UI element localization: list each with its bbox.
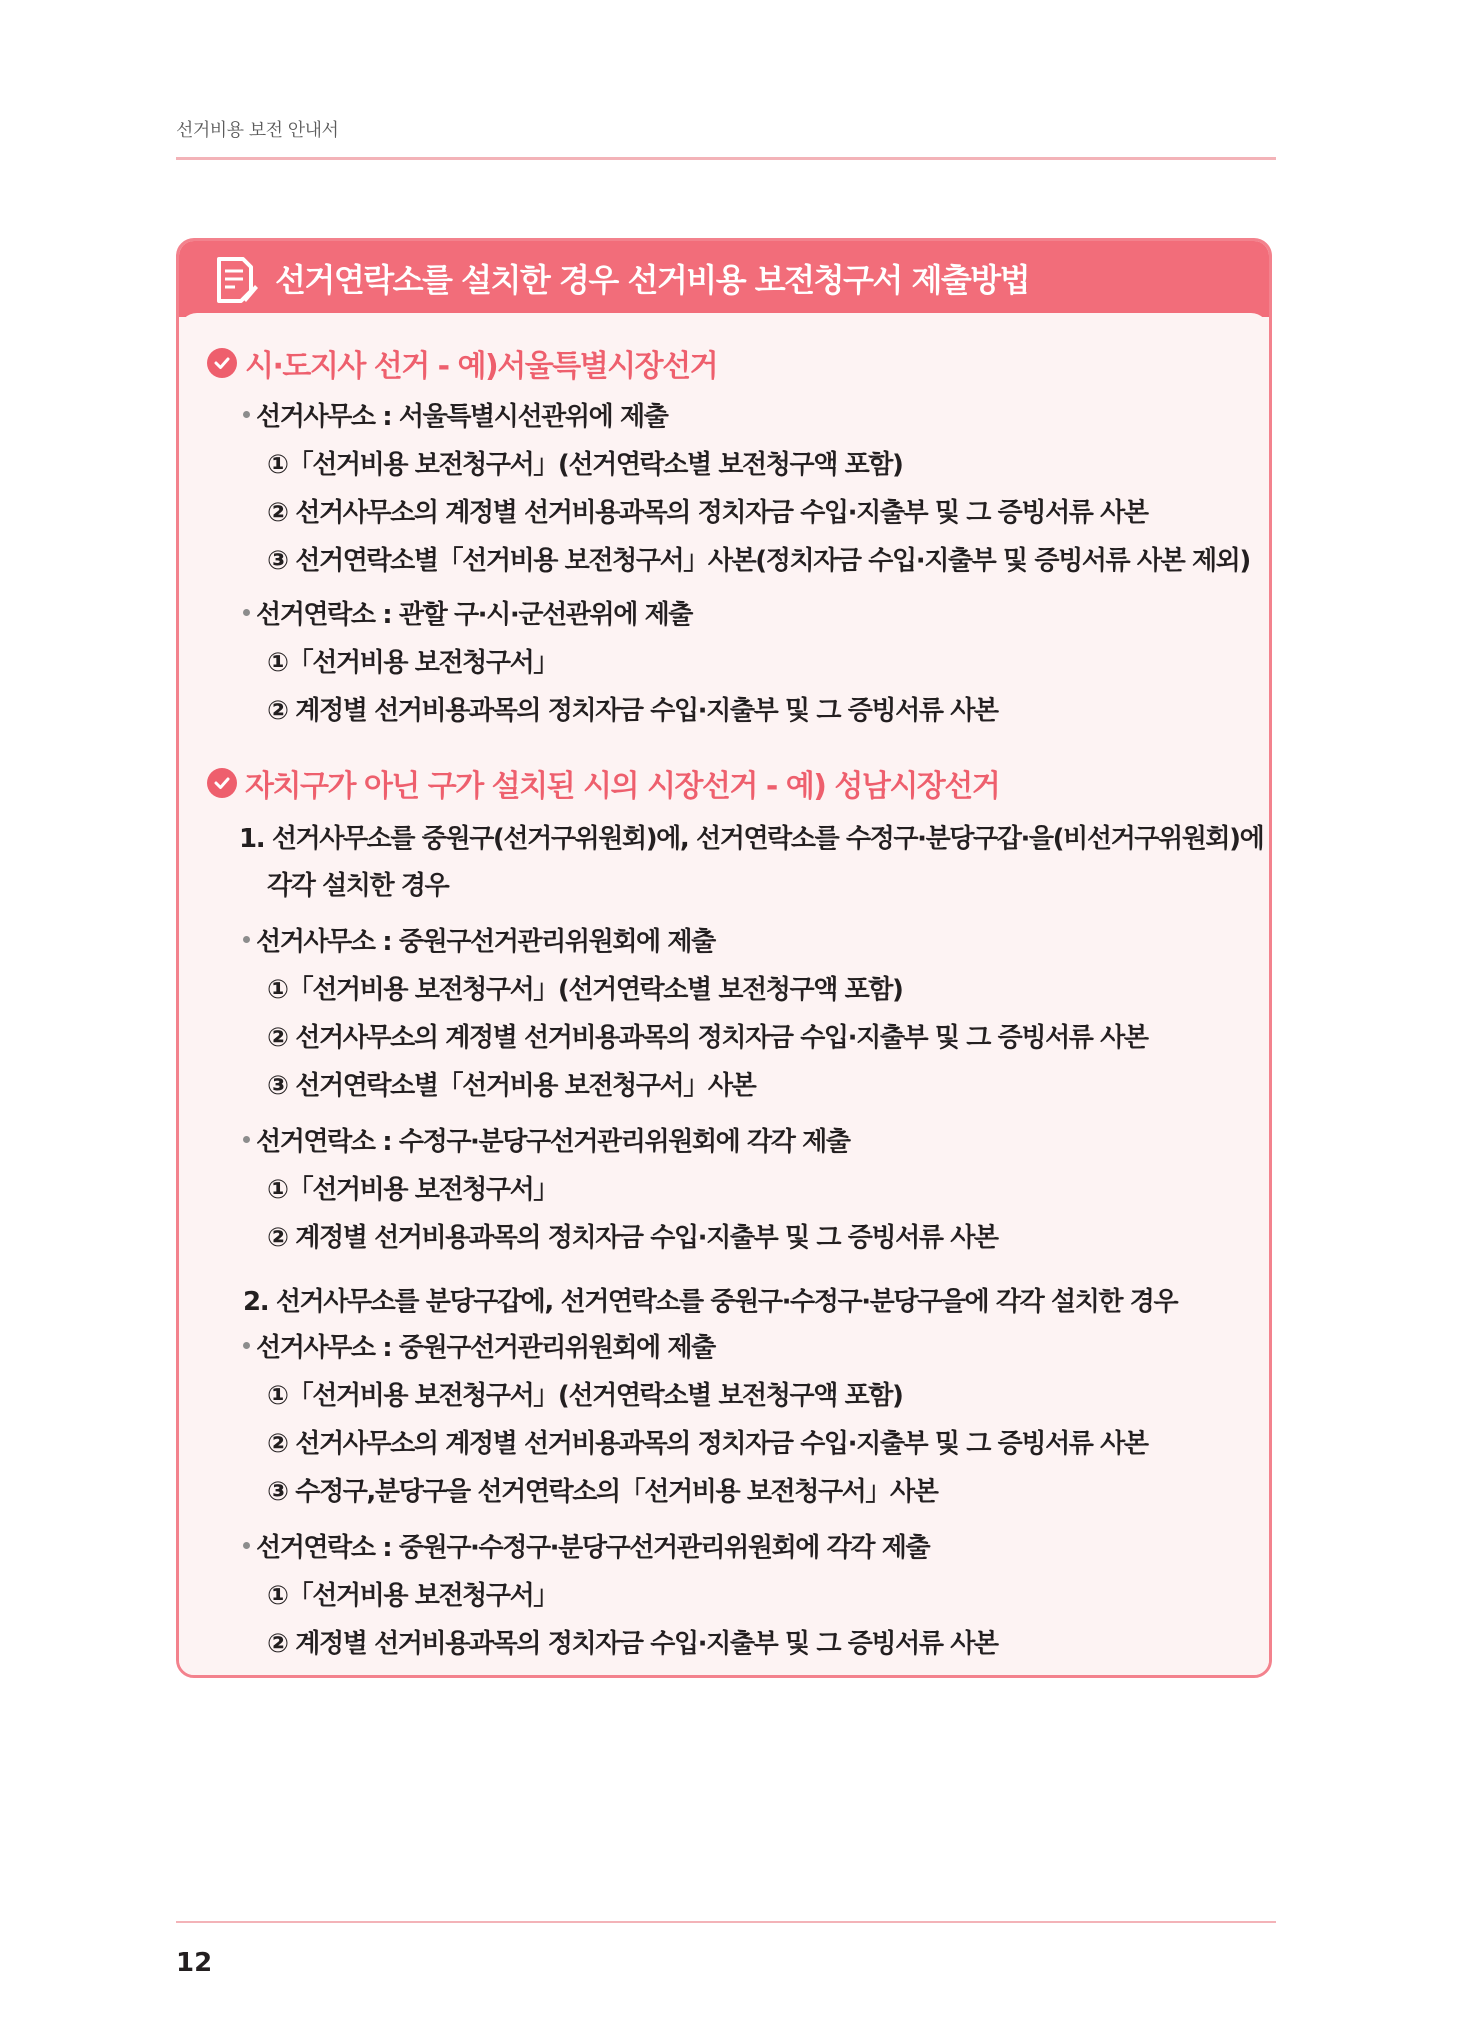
list-item: 선거사무소 : 중원구선거관리위원회에 제출 (243, 921, 715, 958)
list-item: ①「선거비용 보전청구서」(선거연락소별 보전청구액 포함) (267, 975, 903, 1005)
section-title-text: 시·도지사 선거 - 예)서울특별시장선거 (245, 349, 718, 384)
section-title-text: 자치구가 아닌 구가 설치된 시의 시장선거 - 예) 성남시장선거 (245, 769, 1000, 804)
list-item: ② 선거사무소의 계정별 선거비용과목의 정치자금 수입·지출부 및 그 증빙서류 사본 (267, 498, 1148, 528)
bullet-dot (243, 1542, 250, 1549)
footer-divider (176, 1921, 1276, 1923)
numbered-case-heading: 2. 선거사무소를 분당구갑에, 선거연락소를 중원구·수정구·분당구을에 각각 설치한 경우 (243, 1287, 1178, 1317)
bullet-dot (243, 1342, 250, 1349)
document-pen-icon (213, 255, 259, 305)
running-header-title: 선거비용 보전 안내서 (176, 120, 339, 141)
list-item: ② 선거사무소의 계정별 선거비용과목의 정치자금 수입·지출부 및 그 증빙서류 사본 (267, 1429, 1148, 1459)
page-number: 12 (176, 1948, 213, 1978)
list-item: 선거연락소 : 수정구·분당구선거관리위원회에 각각 제출 (243, 1121, 850, 1158)
list-item: ③ 수정구,분당구을 선거연락소의「선거비용 보전청구서」사본 (267, 1477, 938, 1507)
list-item: ①「선거비용 보전청구서」 (267, 648, 558, 678)
list-item: 선거연락소 : 중원구·수정구·분당구선거관리위원회에 각각 제출 (243, 1527, 929, 1564)
list-item: ①「선거비용 보전청구서」(선거연락소별 보전청구액 포함) (267, 1381, 903, 1411)
section-title-city-mayor (207, 761, 999, 805)
list-item: 선거사무소 : 중원구선거관리위원회에 제출 (243, 1327, 715, 1364)
list-item: ①「선거비용 보전청구서」 (267, 1175, 558, 1205)
header-divider (176, 157, 1276, 160)
list-item: ①「선거비용 보전청구서」 (267, 1581, 558, 1611)
list-item: ② 계정별 선거비용과목의 정치자금 수입·지출부 및 그 증빙서류 사본 (267, 1223, 998, 1253)
list-item: 선거연락소 : 관할 구·시·군선관위에 제출 (243, 594, 692, 631)
list-item: ③ 선거연락소별「선거비용 보전청구서」사본 (267, 1071, 756, 1101)
list-item: ①「선거비용 보전청구서」(선거연락소별 보전청구액 포함) (267, 450, 903, 480)
bullet-dot (243, 609, 250, 616)
check-circle-icon (207, 768, 237, 798)
numbered-case-heading-cont: 각각 설치한 경우 (267, 871, 449, 901)
bullet-dot (243, 1136, 250, 1143)
bullet-dot (243, 936, 250, 943)
list-item: ③ 선거연락소별「선거비용 보전청구서」사본(정치자금 수입·지출부 및 증빙서류 사본 제외) (267, 546, 1250, 576)
submission-method-panel (176, 238, 1272, 1678)
section-title-metropolitan (207, 341, 717, 385)
check-circle-icon (207, 348, 237, 378)
list-item: ② 계정별 선거비용과목의 정치자금 수입·지출부 및 그 증빙서류 사본 (267, 696, 998, 726)
panel-header (179, 241, 1269, 317)
numbered-case-heading: 1. 선거사무소를 중원구(선거구위원회)에, 선거연락소를 수정구·분당구갑·을(비선거구위원회)에 (239, 824, 1264, 854)
list-item: ② 선거사무소의 계정별 선거비용과목의 정치자금 수입·지출부 및 그 증빙서류 사본 (267, 1023, 1148, 1053)
bullet-dot (243, 411, 250, 418)
panel-title: 선거연락소를 설치한 경우 선거비용 보전청구서 제출방법 (275, 261, 1030, 299)
list-item: 선거사무소 : 서울특별시선관위에 제출 (243, 396, 667, 433)
list-item: ② 계정별 선거비용과목의 정치자금 수입·지출부 및 그 증빙서류 사본 (267, 1629, 998, 1659)
